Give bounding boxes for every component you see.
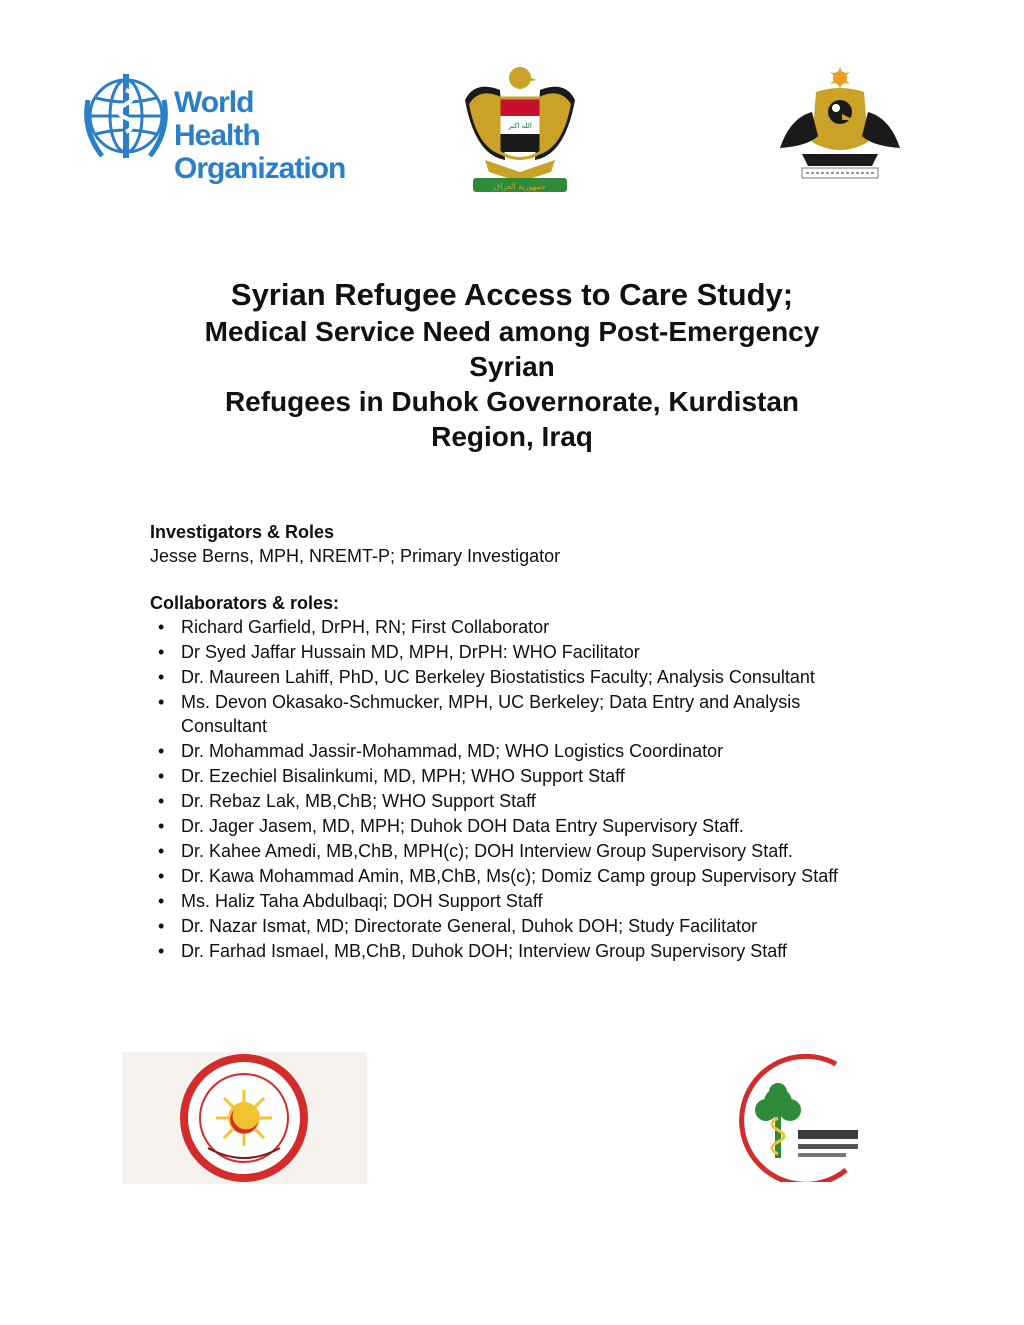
list-item: • Dr. Kahee Amedi, MB,ChB, MPH(c); DOH Interview Group Supervisory Staff. (150, 839, 890, 863)
list-item: • Dr. Mohammad Jassir-Mohammad, MD; WHO Logistics Coordinator (150, 739, 890, 763)
title-line-1: Syrian Refugee Access to Care Study; (230, 277, 794, 312)
title-line-4: Refugees in Duhok Governorate, Kurdistan (224, 386, 800, 417)
list-item: • Ms. Haliz Taha Abdulbaqi; DOH Support Staff (150, 889, 890, 913)
svg-text:الله اكبر: الله اكبر (508, 122, 532, 130)
list-item: • Dr Syed Jaffar Hussain MD, MPH, DrPH: WHO Facilitator (150, 640, 890, 664)
krg-emblem-icon (772, 62, 908, 187)
iraqi-ministry-of-health-logo-icon (716, 1052, 876, 1182)
primary-investigator: Jesse Berns, MPH, NREMT-P; Primary Investigator (150, 546, 561, 566)
document-title (112, 276, 912, 454)
collaborators-list (150, 615, 890, 963)
list-item: • Ms. Devon Okasako-Schmucker, MPH, UC Berkeley; Data Entry and Analysis Consultant (150, 690, 890, 738)
title-line-5: Region, Iraq (431, 421, 593, 452)
list-item: • Dr. Nazar Ismat, MD; Directorate General, Duhok DOH; Study Facilitator (150, 914, 890, 938)
who-emblem-icon (82, 70, 170, 166)
who-logo (82, 70, 346, 185)
list-item: • Dr. Ezechiel Bisalinkumi, MD, MPH; WHO Support Staff (150, 764, 890, 788)
list-item: • Dr. Maureen Lahiff, PhD, UC Berkeley Biostatistics Faculty; Analysis Consultant (150, 665, 890, 689)
investigators-heading: Investigators & Roles (150, 522, 335, 542)
list-item: • Dr. Rebaz Lak, MB,ChB; WHO Support Staff (150, 789, 890, 813)
collaborators-heading: Collaborators & roles: (150, 593, 340, 613)
who-name-line2: Organization (174, 152, 346, 185)
list-item: • Dr. Kawa Mohammad Amin, MB,ChB, Ms(c); Domiz Camp group Supervisory Staff (150, 864, 890, 888)
title-line-3: Syrian (469, 351, 555, 382)
title-line-2: Medical Service Need among Post-Emergency (204, 316, 820, 347)
list-item: • Dr. Jager Jasem, MD, MPH; Duhok DOH Data Entry Supervisory Staff. (150, 814, 890, 838)
svg-text:جمهورية العراق: جمهورية العراق (494, 182, 546, 191)
document-body (150, 520, 890, 964)
iraq-coat-of-arms-icon (455, 60, 585, 195)
list-item: • Dr. Farhad Ismael, MB,ChB, Duhok DOH; Interview Group Supervisory Staff (150, 939, 890, 963)
who-name-line1: World Health (174, 86, 260, 152)
list-item: • Richard Garfield, DrPH, RN; First Collaborator (150, 615, 890, 639)
kurdistan-ministry-of-health-seal-icon (122, 1052, 367, 1184)
